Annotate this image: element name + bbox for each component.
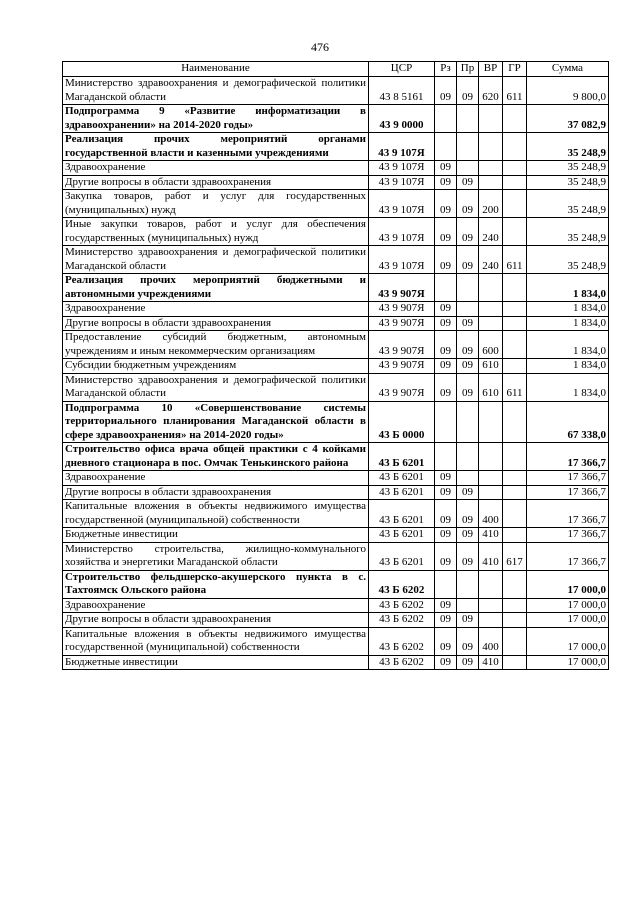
cell-vr — [479, 175, 503, 190]
cell-vr — [479, 570, 503, 598]
cell-csr: 43 9 0000 — [369, 105, 435, 133]
cell-name: Здравоохранение — [63, 471, 369, 486]
cell-csr: 43 9 107Я — [369, 161, 435, 176]
cell-gr — [503, 274, 527, 302]
cell-gr: 611 — [503, 373, 527, 401]
cell-rz — [435, 401, 457, 443]
cell-rz: 09 — [435, 218, 457, 246]
cell-rz: 09 — [435, 359, 457, 374]
cell-vr — [479, 485, 503, 500]
table-body — [63, 77, 609, 670]
header-sum: Сумма — [527, 62, 609, 77]
cell-rz — [435, 133, 457, 161]
cell-vr: 200 — [479, 190, 503, 218]
table-row — [63, 331, 609, 359]
cell-sum: 17 366,7 — [527, 500, 609, 528]
cell-name: Другие вопросы в области здравоохранения — [63, 175, 369, 190]
cell-vr — [479, 443, 503, 471]
cell-sum: 1 834,0 — [527, 373, 609, 401]
cell-vr: 400 — [479, 500, 503, 528]
cell-csr: 43 Б 6201 — [369, 542, 435, 570]
cell-pr — [457, 161, 479, 176]
cell-sum: 35 248,9 — [527, 175, 609, 190]
cell-gr — [503, 218, 527, 246]
table-row — [63, 359, 609, 374]
cell-rz: 09 — [435, 500, 457, 528]
cell-rz: 09 — [435, 161, 457, 176]
cell-vr: 400 — [479, 627, 503, 655]
cell-name: Министерство строительства, жилищно-коммунального хозяйства и энергетики Магаданской области — [63, 542, 369, 570]
cell-sum: 35 248,9 — [527, 246, 609, 274]
table-row — [63, 655, 609, 670]
cell-sum: 17 000,0 — [527, 570, 609, 598]
cell-name: Закупка товаров, работ и услуг для государственных (муниципальных) нужд — [63, 190, 369, 218]
cell-sum: 9 800,0 — [527, 77, 609, 105]
cell-gr: 617 — [503, 542, 527, 570]
cell-name: Здравоохранение — [63, 161, 369, 176]
table-row — [63, 570, 609, 598]
cell-vr — [479, 274, 503, 302]
cell-name: Субсидии бюджетным учреждениям — [63, 359, 369, 374]
cell-gr — [503, 401, 527, 443]
cell-vr: 410 — [479, 542, 503, 570]
cell-gr — [503, 443, 527, 471]
cell-sum: 1 834,0 — [527, 274, 609, 302]
cell-name: Реализация прочих мероприятий органами государственной власти и казенными учреждениями — [63, 133, 369, 161]
cell-rz: 09 — [435, 77, 457, 105]
cell-pr: 09 — [457, 613, 479, 628]
cell-csr: 43 9 107Я — [369, 190, 435, 218]
cell-vr: 620 — [479, 77, 503, 105]
cell-sum: 1 834,0 — [527, 359, 609, 374]
cell-vr: 240 — [479, 218, 503, 246]
cell-gr — [503, 190, 527, 218]
cell-name: Реализация прочих мероприятий бюджетными и автономными учреждениями — [63, 274, 369, 302]
cell-csr: 43 Б 6202 — [369, 655, 435, 670]
cell-name: Министерство здравоохранения и демографической политики Магаданской области — [63, 246, 369, 274]
table-row — [63, 500, 609, 528]
cell-name: Подпрограмма 9 «Развитие информатизации в здравоохранении» на 2014-2020 годы» — [63, 105, 369, 133]
cell-vr — [479, 401, 503, 443]
table-row — [63, 161, 609, 176]
cell-name: Предоставление субсидий бюджетным, автономным учреждениям и иным некоммерческим организациям — [63, 331, 369, 359]
cell-name: Здравоохранение — [63, 302, 369, 317]
cell-gr: 611 — [503, 246, 527, 274]
cell-sum: 17 366,7 — [527, 542, 609, 570]
cell-gr — [503, 613, 527, 628]
cell-csr: 43 Б 6202 — [369, 613, 435, 628]
cell-csr: 43 9 907Я — [369, 373, 435, 401]
cell-rz: 09 — [435, 190, 457, 218]
table-row — [63, 401, 609, 443]
cell-gr — [503, 500, 527, 528]
cell-name: Строительство офиса врача общей практики с 4 койками дневного стационара в пос. Омчак Тенькинского района — [63, 443, 369, 471]
cell-gr: 611 — [503, 77, 527, 105]
cell-rz: 09 — [435, 246, 457, 274]
cell-pr — [457, 598, 479, 613]
cell-name: Другие вопросы в области здравоохранения — [63, 316, 369, 331]
header-rz: Рз — [435, 62, 457, 77]
cell-sum: 35 248,9 — [527, 161, 609, 176]
cell-csr: 43 Б 6201 — [369, 528, 435, 543]
cell-name: Здравоохранение — [63, 598, 369, 613]
cell-csr: 43 Б 6201 — [369, 443, 435, 471]
cell-name: Министерство здравоохранения и демографической политики Магаданской области — [63, 373, 369, 401]
table-row — [63, 542, 609, 570]
cell-rz: 09 — [435, 542, 457, 570]
table-row — [63, 246, 609, 274]
cell-gr — [503, 598, 527, 613]
cell-gr — [503, 331, 527, 359]
cell-gr — [503, 175, 527, 190]
cell-name: Иные закупки товаров, работ и услуг для обеспечения государственных (муниципальных) нужд — [63, 218, 369, 246]
cell-vr: 610 — [479, 359, 503, 374]
cell-csr: 43 9 907Я — [369, 302, 435, 317]
cell-vr — [479, 598, 503, 613]
cell-csr: 43 9 107Я — [369, 246, 435, 274]
cell-vr: 410 — [479, 655, 503, 670]
cell-vr — [479, 302, 503, 317]
cell-gr — [503, 627, 527, 655]
cell-pr: 09 — [457, 316, 479, 331]
cell-rz — [435, 570, 457, 598]
table-row — [63, 218, 609, 246]
cell-gr — [503, 485, 527, 500]
cell-sum: 1 834,0 — [527, 331, 609, 359]
table-row — [63, 528, 609, 543]
cell-csr: 43 9 107Я — [369, 133, 435, 161]
cell-pr — [457, 401, 479, 443]
cell-name: Капитальные вложения в объекты недвижимого имущества государственной (муниципальной) собственности — [63, 500, 369, 528]
cell-gr — [503, 316, 527, 331]
table-row — [63, 471, 609, 486]
cell-sum: 17 000,0 — [527, 598, 609, 613]
cell-rz — [435, 274, 457, 302]
cell-gr — [503, 161, 527, 176]
cell-rz: 09 — [435, 655, 457, 670]
cell-gr — [503, 570, 527, 598]
table-row — [63, 373, 609, 401]
header-csr: ЦСР — [369, 62, 435, 77]
cell-pr: 09 — [457, 373, 479, 401]
cell-pr — [457, 133, 479, 161]
cell-rz — [435, 105, 457, 133]
cell-pr: 09 — [457, 331, 479, 359]
cell-pr — [457, 471, 479, 486]
cell-vr — [479, 471, 503, 486]
cell-pr: 09 — [457, 77, 479, 105]
cell-vr: 240 — [479, 246, 503, 274]
cell-pr — [457, 443, 479, 471]
cell-name: Министерство здравоохранения и демографической политики Магаданской области — [63, 77, 369, 105]
table-row — [63, 316, 609, 331]
cell-pr: 09 — [457, 627, 479, 655]
cell-rz: 09 — [435, 175, 457, 190]
cell-pr: 09 — [457, 246, 479, 274]
cell-vr: 410 — [479, 528, 503, 543]
cell-pr: 09 — [457, 542, 479, 570]
cell-gr — [503, 359, 527, 374]
cell-gr — [503, 528, 527, 543]
header-name: Наименование — [63, 62, 369, 77]
cell-csr: 43 9 107Я — [369, 218, 435, 246]
table-row — [63, 77, 609, 105]
cell-csr: 43 9 907Я — [369, 316, 435, 331]
cell-gr — [503, 105, 527, 133]
cell-pr: 09 — [457, 359, 479, 374]
table-row — [63, 598, 609, 613]
cell-sum: 17 366,7 — [527, 485, 609, 500]
table-row — [63, 190, 609, 218]
header-gr: ГР — [503, 62, 527, 77]
cell-pr: 09 — [457, 175, 479, 190]
cell-rz: 09 — [435, 613, 457, 628]
cell-csr: 43 Б 6201 — [369, 471, 435, 486]
cell-pr — [457, 105, 479, 133]
cell-rz: 09 — [435, 485, 457, 500]
cell-pr — [457, 274, 479, 302]
budget-table — [62, 61, 609, 670]
cell-vr — [479, 161, 503, 176]
cell-sum: 17 000,0 — [527, 613, 609, 628]
cell-pr: 09 — [457, 500, 479, 528]
cell-sum: 1 834,0 — [527, 316, 609, 331]
table-row — [63, 274, 609, 302]
cell-sum: 35 248,9 — [527, 218, 609, 246]
cell-csr: 43 Б 6201 — [369, 485, 435, 500]
cell-rz: 09 — [435, 471, 457, 486]
header-pr: Пр — [457, 62, 479, 77]
cell-csr: 43 9 907Я — [369, 274, 435, 302]
table-row — [63, 175, 609, 190]
cell-csr: 43 9 907Я — [369, 331, 435, 359]
cell-sum: 17 000,0 — [527, 627, 609, 655]
cell-gr — [503, 133, 527, 161]
cell-sum: 67 338,0 — [527, 401, 609, 443]
page-number: 476 — [311, 40, 329, 54]
table-row — [63, 302, 609, 317]
table-row — [63, 133, 609, 161]
cell-csr: 43 Б 6201 — [369, 500, 435, 528]
cell-sum: 17 000,0 — [527, 655, 609, 670]
cell-csr: 43 Б 6202 — [369, 570, 435, 598]
cell-name: Строительство фельдшерско-акушерского пункта в с. Тахтоямск Ольского района — [63, 570, 369, 598]
cell-gr — [503, 471, 527, 486]
cell-pr — [457, 570, 479, 598]
cell-vr — [479, 133, 503, 161]
cell-sum: 17 366,7 — [527, 528, 609, 543]
cell-sum: 37 082,9 — [527, 105, 609, 133]
cell-csr: 43 9 907Я — [369, 359, 435, 374]
cell-pr: 09 — [457, 218, 479, 246]
cell-sum: 35 248,9 — [527, 190, 609, 218]
cell-rz: 09 — [435, 331, 457, 359]
cell-pr: 09 — [457, 190, 479, 218]
header-vr: ВР — [479, 62, 503, 77]
cell-rz: 09 — [435, 373, 457, 401]
cell-name: Бюджетные инвестиции — [63, 655, 369, 670]
cell-sum: 1 834,0 — [527, 302, 609, 317]
table-row — [63, 105, 609, 133]
cell-sum: 17 366,7 — [527, 443, 609, 471]
cell-csr: 43 Б 6202 — [369, 598, 435, 613]
cell-vr: 600 — [479, 331, 503, 359]
cell-rz: 09 — [435, 316, 457, 331]
cell-name: Другие вопросы в области здравоохранения — [63, 485, 369, 500]
cell-rz: 09 — [435, 302, 457, 317]
cell-csr: 43 8 5161 — [369, 77, 435, 105]
cell-gr — [503, 302, 527, 317]
table-row — [63, 443, 609, 471]
cell-pr: 09 — [457, 655, 479, 670]
cell-name: Другие вопросы в области здравоохранения — [63, 613, 369, 628]
cell-pr: 09 — [457, 528, 479, 543]
cell-csr: 43 Б 0000 — [369, 401, 435, 443]
cell-rz: 09 — [435, 627, 457, 655]
table-row — [63, 613, 609, 628]
table-row — [63, 627, 609, 655]
table-header-row — [63, 62, 609, 77]
cell-sum: 17 366,7 — [527, 471, 609, 486]
cell-vr — [479, 105, 503, 133]
cell-rz: 09 — [435, 528, 457, 543]
table-row — [63, 485, 609, 500]
cell-vr — [479, 316, 503, 331]
cell-pr: 09 — [457, 485, 479, 500]
cell-vr: 610 — [479, 373, 503, 401]
cell-csr: 43 Б 6202 — [369, 627, 435, 655]
cell-pr — [457, 302, 479, 317]
cell-name: Капитальные вложения в объекты недвижимого имущества государственной (муниципальной) собственности — [63, 627, 369, 655]
cell-name: Бюджетные инвестиции — [63, 528, 369, 543]
cell-vr — [479, 613, 503, 628]
cell-gr — [503, 655, 527, 670]
cell-csr: 43 9 107Я — [369, 175, 435, 190]
cell-sum: 35 248,9 — [527, 133, 609, 161]
cell-name: Подпрограмма 10 «Совершенствование системы территориального планирования Магаданской области в сфере здравоохранения» на 2014-2020 годы» — [63, 401, 369, 443]
cell-rz — [435, 443, 457, 471]
cell-rz: 09 — [435, 598, 457, 613]
